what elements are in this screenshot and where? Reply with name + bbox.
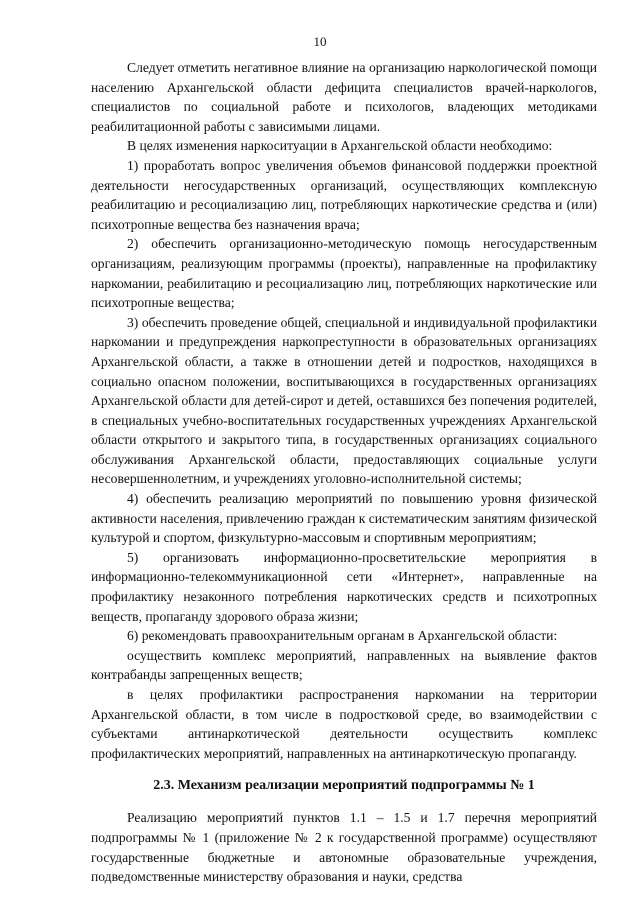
paragraph: 5) организовать информационно-просветительские мероприятия в информационно-телекоммуникационной сети «Интернет», направленные на профилактику незаконного потребления наркотических средств и психотропных веществ, пропаганду здорового образа жизни; [91,549,597,624]
paragraph: в целях профилактики распространения наркомании на территории Архангельской области, в том числе в подростковой среде, во взаимодействии с субъектами антинаркотической деятельности осуществить комплекс профилактических мероприятий, направленных на антинаркотическую пропаганду. [91,687,597,761]
paragraph: Реализацию мероприятий пунктов 1.1 – 1.5 и 1.7 перечня мероприятий подпрограммы № 1 (приложение № 2 к государственной программе) осуществляют государственные бюджетные и автономные образовательные учреждения, подведомственные министерству образования и науки, средства [91,810,597,885]
paragraph: 6) рекомендовать правоохранительным органам в Архангельской области: [127,628,558,644]
section-heading: 2.3. Механизм реализации мероприятий подпрограммы № 1 [153,778,535,794]
paragraph: 1) проработать вопрос увеличения объемов финансовой поддержки проектной деятельности негосударственных организаций, осуществляющих комплексную реабилитацию и ресоциализацию лиц, потребляющих наркотические средства и (или) психотропные вещества без назначения врача; [91,157,597,232]
paragraph: 3) обеспечить проведение общей, специальной и индивидуальной профилактики наркомании и предупреждения наркопреступности в образовательных организациях Архангельской области, а также в отношении детей и подростков, находящихся в социально опасном положении, воспитывающихся в государственных организациях Архангельской области для детей-сирот и детей, оставшихся без попечения родителей, в специальных учебно-воспитательных государственных учреждениях Архангельской области открытого и закрытого типа, в государственных организациях социального обслуживания Архангельской области, предоставляющих социальные услуги несовершеннолетним, и учреждениях уголовно-исполнительной системы; [91,314,597,487]
document-body [91,58,597,887]
paragraph: В целях изменения наркоситуации в Архангельской области необходимо: [127,138,553,154]
paragraph: Следует отметить негативное влияние на организацию наркологической помощи населению Архангельской области дефицита специалистов врачей-наркологов, специалистов по социальной работе и психологов, владеющих методиками реабилитационной работы с зависимыми лицами. [91,60,597,134]
paragraph: 2) обеспечить организационно-методическую помощь негосударственным организациям, реализующим программы (проекты), направленные на профилактику наркомании, реабилитацию и ресоциализацию лиц, потребляющих наркотические или психотропные вещества; [91,236,597,311]
page-number: 10 [313,34,327,49]
paragraph: осуществить комплекс мероприятий, направленных на выявление фактов контрабанды запрещенных веществ; [91,647,597,683]
paragraph: 4) обеспечить реализацию мероприятий по повышению уровня физической активности населения, привлечению граждан к систематическим занятиям физической культурой и спортом, физкультурно-массовым и спортивным мероприятиям; [91,491,597,546]
